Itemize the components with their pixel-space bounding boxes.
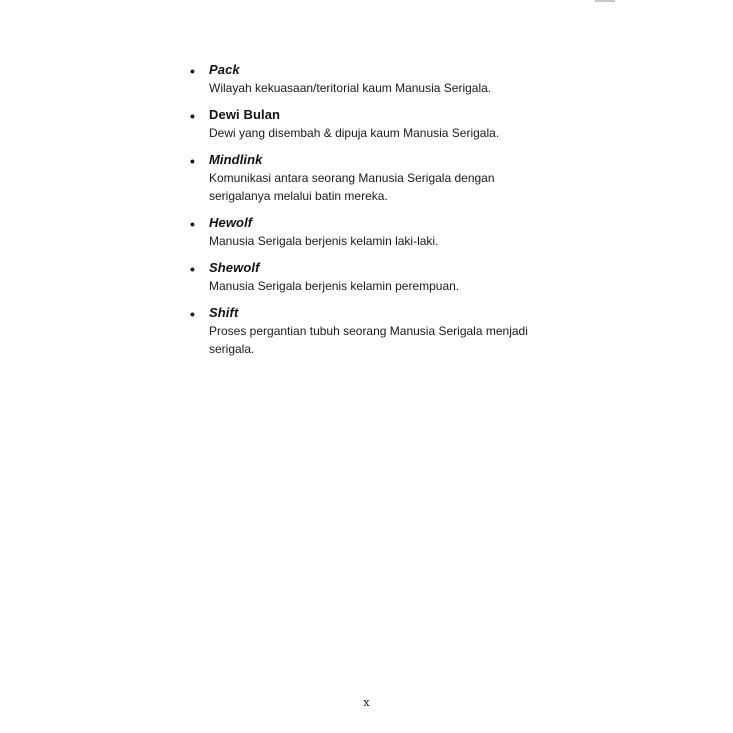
- glossary-term: Hewolf: [209, 215, 253, 230]
- glossary-entry-pack: [190, 61, 570, 97]
- glossary-entry-shewolf: [190, 259, 570, 295]
- glossary-term: Shift: [209, 305, 239, 320]
- glossary-definition-line: serigalanya melalui batin mereka.: [209, 189, 388, 203]
- glossary-definition: Wilayah kekuasaan/teritorial kaum Manusia Serigala.: [209, 81, 492, 95]
- glossary-definition-line: Komunikasi antara seorang Manusia Serigala dengan: [209, 171, 495, 185]
- page-number: x: [363, 696, 370, 709]
- glossary-term: Pack: [209, 62, 240, 77]
- page-corner-mark: [595, 0, 615, 2]
- bullet-icon: •: [190, 261, 195, 277]
- bullet-icon: •: [190, 63, 195, 79]
- bullet-icon: •: [190, 153, 195, 169]
- bullet-icon: •: [190, 216, 195, 232]
- bullet-icon: •: [190, 108, 195, 124]
- glossary-entry-hewolf: [190, 214, 570, 250]
- glossary-list: [190, 61, 570, 367]
- glossary-definition: Manusia Serigala berjenis kelamin laki-laki.: [209, 234, 439, 248]
- glossary-definition: Manusia Serigala berjenis kelamin perempuan.: [209, 279, 460, 293]
- glossary-definition-line: Proses pergantian tubuh seorang Manusia Serigala menjadi: [209, 324, 528, 338]
- glossary-entry-shift: [190, 304, 570, 358]
- glossary-definition-line: serigala.: [209, 342, 255, 356]
- glossary-entry-dewi-bulan: [190, 106, 570, 142]
- glossary-entry-mindlink: [190, 151, 570, 205]
- glossary-term: Dewi Bulan: [209, 107, 281, 122]
- glossary-term: Mindlink: [209, 152, 263, 167]
- glossary-term: Shewolf: [209, 260, 260, 275]
- bullet-icon: •: [190, 306, 195, 322]
- glossary-definition: Dewi yang disembah & dipuja kaum Manusia Serigala.: [209, 126, 500, 140]
